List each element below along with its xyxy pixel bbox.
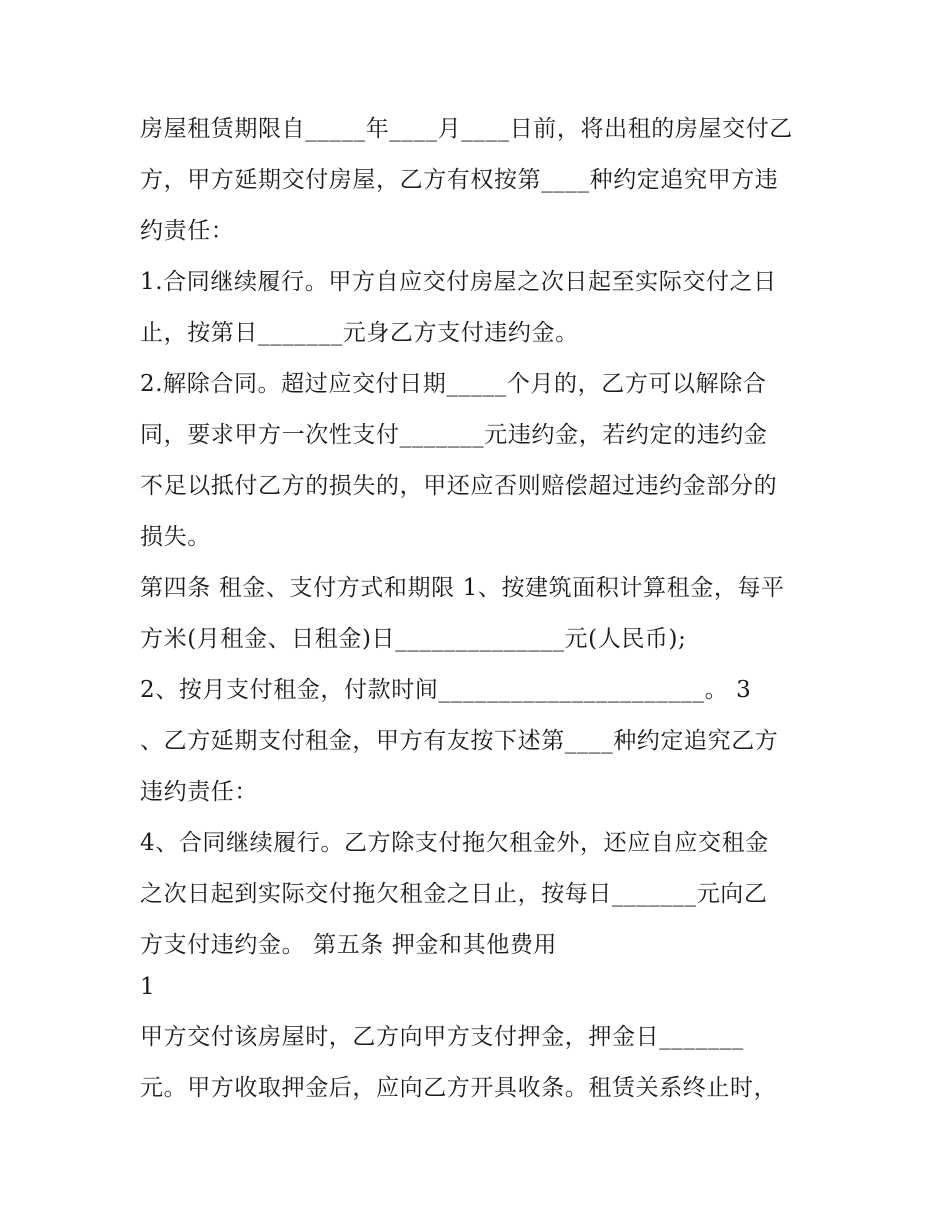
text-line: 1.合同继续履行。甲方自应交付房屋之次日起至实际交付之日 <box>140 269 777 295</box>
text-line: 损失。 <box>140 524 211 550</box>
text-line: 4、合同继续履行。乙方除支付拖欠租金外，还应自应交租金 <box>140 830 769 856</box>
text-line: 不足以抵付乙方的损失的，甲还应否则赔偿超过违约金部分的 <box>140 473 778 499</box>
text-line: 方支付违约金。 第五条 押金和其他费用 <box>140 932 558 958</box>
text-line: 1 <box>140 974 156 1000</box>
text-line: 、乙方延期支付租金，甲方有友按下述第____种约定追究乙方 <box>140 728 779 754</box>
text-line: 约责任： <box>140 218 235 244</box>
text-line: 元。甲方收取押金后，应向乙方开具收条。租赁关系终止时， <box>140 1075 778 1101</box>
text-line: 房屋租赁期限自_____年____月____日前，将出租的房屋交付乙 <box>140 116 793 142</box>
text-line: 止，按第日_______元身乙方支付违约金。 <box>140 320 579 346</box>
text-line: 2、按月支付租金，付款时间______________________。 3 <box>140 677 752 703</box>
text-line: 方，甲方延期交付房屋，乙方有权按第____种约定追究甲方违 <box>140 167 779 193</box>
text-line: 2.解除合同。超过应交付日期_____个月的，乙方可以解除合 <box>140 371 767 397</box>
text-line: 同，要求甲方一次性支付_______元违约金，若约定的违约金 <box>140 422 768 448</box>
text-line: 之次日起到实际交付拖欠租金之日止，按每日_______元向乙 <box>140 881 768 907</box>
text-line: 违约责任： <box>140 779 258 805</box>
text-line: 第四条 租金、支付方式和期限 1、按建筑面积计算租金，每平 <box>140 575 785 601</box>
text-line: 甲方交付该房屋时，乙方向甲方支付押金，押金日_______ <box>140 1024 744 1050</box>
text-line: 方米(月租金、日租金)日______________元(人民币); <box>140 626 687 652</box>
